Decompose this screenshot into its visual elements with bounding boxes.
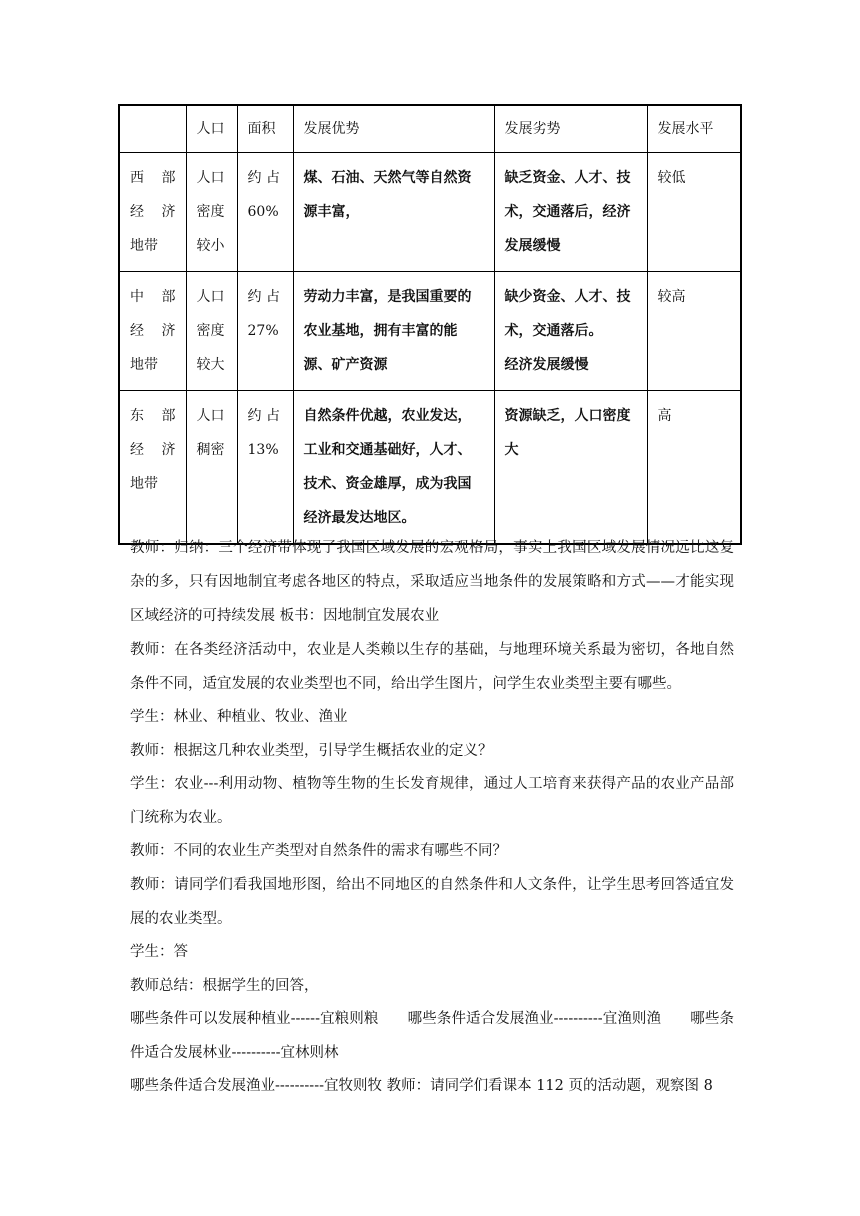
population-line: 人口 [196, 289, 225, 305]
region-line: 地带 [130, 357, 158, 373]
region-cell [119, 272, 186, 391]
population-line: 较小 [196, 238, 225, 254]
disadvantage-line: 缺少资金、人才、技术，交通落后。 [504, 289, 631, 339]
table-header-row [119, 105, 741, 153]
advantage-cell: 自然条件优越，农业发达，工业和交通基础好，人才、技术、资金雄厚，成为我国经济最发达地区。 [293, 391, 494, 545]
area-cell [237, 272, 293, 391]
population-line: 密度 [196, 204, 225, 220]
region-line: 西 部 [130, 170, 176, 186]
advantage-cell: 煤、石油、天然气等自然资源丰富， [293, 153, 494, 272]
paragraph-teacher-needs: 教师：不同的农业生产类型对自然条件的需求有哪些不同？ [130, 843, 507, 859]
paragraph-teacher-summary: 教师总结：根据学生的回答， [130, 978, 319, 994]
population-line: 人口 [196, 408, 225, 424]
paragraph-teacher-map: 教师：请同学们看我国地形图，给出不同地区的自然条件和人文条件，让学生思考回答适宜发展的农业类型。 [130, 877, 734, 927]
region-cell [119, 391, 186, 545]
population-line: 较大 [196, 357, 225, 373]
area-line: 13% [247, 442, 279, 458]
table-row [119, 153, 741, 272]
region-line: 地带 [130, 238, 158, 254]
region-line: 东 部 [130, 408, 176, 424]
paragraph-student-reply: 学生：答 [130, 944, 188, 960]
table-row [119, 391, 741, 545]
disadvantage-cell [494, 272, 647, 391]
paragraph-student-answer: 学生：林业、种植业、牧业、渔业 [130, 709, 348, 725]
paragraph-teacher-prompt: 教师：根据这几种农业类型，引导学生概括农业的定义？ [130, 743, 493, 759]
level-cell: 高 [647, 391, 741, 545]
region-line: 经 济 [130, 442, 176, 458]
advantage-cell: 劳动力丰富，是我国重要的农业基地，拥有丰富的能源、矿产资源 [293, 272, 494, 391]
header-cell-level: 发展水平 [647, 105, 741, 153]
population-line: 人口 [196, 170, 225, 186]
region-line: 中 部 [130, 289, 176, 305]
area-line: 60% [247, 204, 279, 220]
paragraph-summary: 教师：归纳：三个经济带体现了我国区域发展的宏观格局，事实上我国区域发展情况远比这复杂的多，只有因地制宜考虑各地区的特点，采取适应当地条件的发展策略和方式——才能实现区域经济的可持续发展 板书：因地制宜发展农业 [130, 540, 734, 624]
paragraph-conditions-2: 哪些条件适合发展渔业----------宜牧则牧 教师：请同学们看课本 112 页的活动题，观察图 8 [130, 1078, 713, 1094]
level-cell: 较低 [647, 153, 741, 272]
disadvantage-line: 经济发展缓慢 [504, 357, 589, 373]
header-cell-area: 面积 [237, 105, 293, 153]
area-cell [237, 153, 293, 272]
header-cell-population: 人口 [186, 105, 237, 153]
population-line: 密度 [196, 323, 225, 339]
header-cell-blank [119, 105, 186, 153]
disadvantage-cell: 缺乏资金、人才、技术，交通落后，经济发展缓慢 [494, 153, 647, 272]
population-line: 稠密 [196, 442, 225, 458]
area-line: 约 占 [247, 289, 280, 305]
population-cell [186, 391, 237, 545]
table-row [119, 272, 741, 391]
header-cell-disadvantage: 发展劣势 [494, 105, 647, 153]
disadvantage-cell: 资源缺乏，人口密度大 [494, 391, 647, 545]
paragraph-definition: 学生：农业---利用动物、植物等生物的生长发育规律，通过人工培育来获得产品的农业产品部门统称为农业。 [130, 776, 734, 826]
area-line: 约 占 [247, 408, 280, 424]
economic-zones-table [118, 104, 742, 545]
level-cell: 较高 [647, 272, 741, 391]
paragraph-teacher-question: 教师：在各类经济活动中，农业是人类赖以生存的基础，与地理环境关系最为密切，各地自然条件不同，适宜发展的农业类型也不同，给出学生图片，问学生农业类型主要有哪些。 [130, 642, 734, 692]
area-line: 27% [247, 323, 279, 339]
header-cell-advantage: 发展优势 [293, 105, 494, 153]
population-cell [186, 153, 237, 272]
region-line: 经 济 [130, 323, 176, 339]
region-cell [119, 153, 186, 272]
region-line: 地带 [130, 476, 158, 492]
population-cell [186, 272, 237, 391]
area-cell [237, 391, 293, 545]
paragraph-conditions-1: 哪些条件可以发展种植业------宜粮则粮 哪些条件适合发展渔业----------宜渔则渔 哪些条件适合发展林业----------宜林则林 [130, 1011, 734, 1061]
area-line: 约 占 [247, 170, 280, 186]
region-line: 经 济 [130, 204, 176, 220]
